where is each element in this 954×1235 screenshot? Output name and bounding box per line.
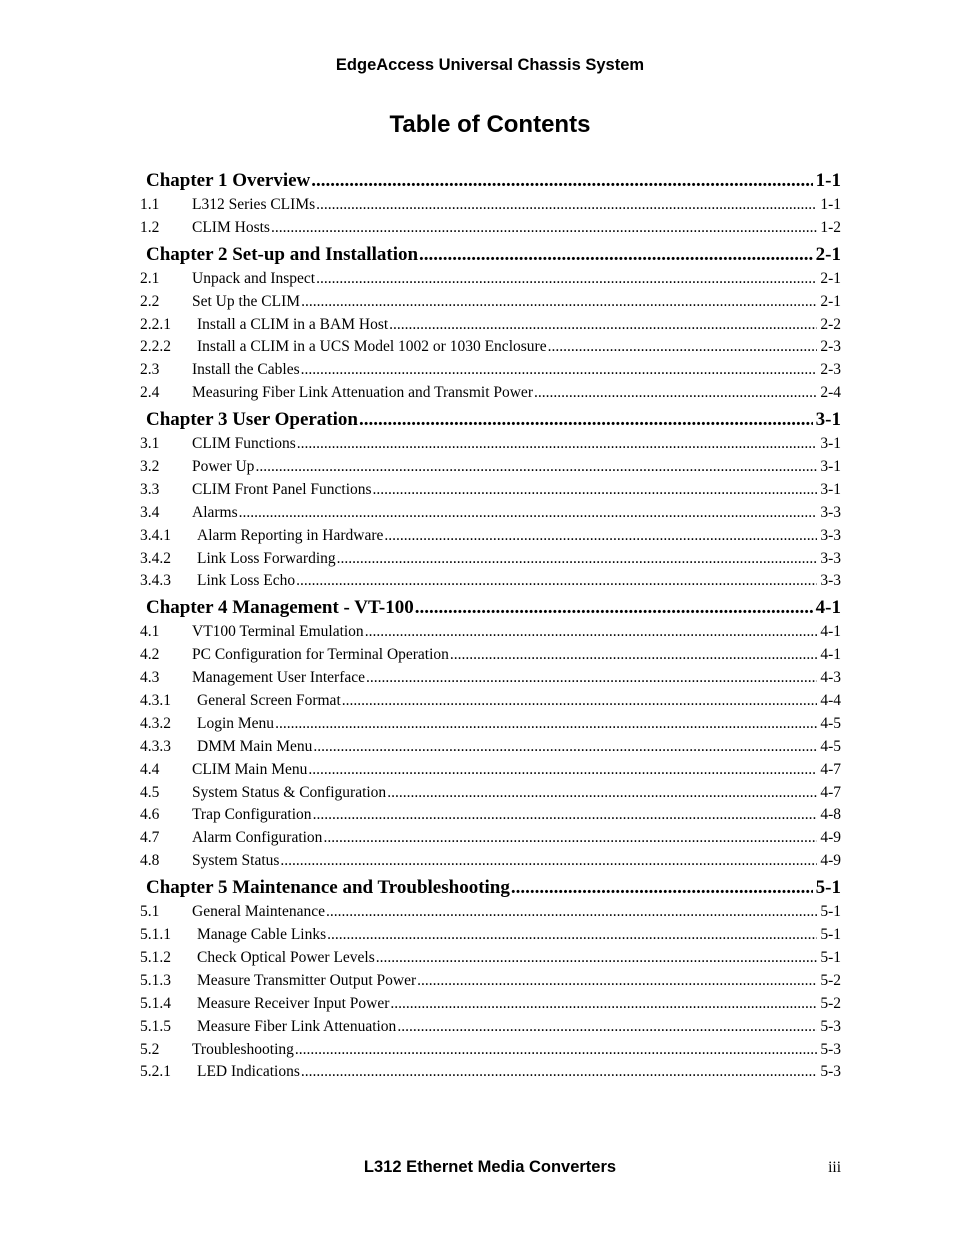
toc-page-number: 2-2 [820, 315, 841, 333]
toc-section-number: 4.4 [140, 760, 160, 778]
toc-page-number: 4-1 [815, 597, 841, 619]
toc-section-number: 4.1 [140, 623, 160, 641]
toc-chapter[interactable] [140, 409, 841, 434]
toc-entry-title: PC Configuration for Terminal Operation [192, 646, 449, 664]
toc-entry[interactable] [140, 1018, 841, 1041]
toc-page-number: 2-3 [820, 338, 841, 356]
toc-entry[interactable] [140, 738, 841, 761]
toc-section-number: 2.2 [140, 292, 160, 310]
toc-section-number: 5.2.1 [140, 1063, 171, 1081]
toc-page-number: 3-1 [815, 409, 841, 431]
dot-leader [359, 409, 813, 431]
toc-entry[interactable] [140, 995, 841, 1018]
toc-page-number: 4-1 [820, 623, 841, 641]
toc-section-number: 3.4.3 [140, 572, 171, 590]
toc-page-number: 4-4 [820, 692, 841, 710]
dot-leader [366, 669, 817, 687]
dot-leader [280, 852, 817, 870]
toc-section-number: 4.2 [140, 646, 160, 664]
toc-entry-title: Troubleshooting [192, 1040, 294, 1058]
toc-entry-title: Alarm Configuration [192, 829, 323, 847]
toc-page-number: 3-3 [820, 503, 841, 521]
toc-entry-title: Measure Fiber Link Attenuation [197, 1017, 397, 1035]
toc-page-number: 3-3 [820, 549, 841, 567]
toc-entry-title: Link Loss Forwarding [197, 549, 336, 567]
dot-leader [275, 715, 817, 733]
toc-section-number: 5.1.4 [140, 994, 171, 1012]
toc-entry[interactable] [140, 219, 841, 242]
toc-entry[interactable] [140, 458, 841, 481]
toc-page-number: 4-5 [820, 714, 841, 732]
toc-entry-title: CLIM Main Menu [192, 760, 308, 778]
dot-leader [373, 481, 818, 499]
toc-entry-title: Alarm Reporting in Hardware [197, 526, 384, 544]
toc-section-number: 4.5 [140, 783, 160, 801]
toc-entry-title: Measuring Fiber Link Attenuation and Transmit Power [192, 384, 533, 402]
toc-page-number: 5-1 [820, 903, 841, 921]
toc-page-number: 5-3 [820, 1040, 841, 1058]
dot-leader [365, 623, 818, 641]
toc-page-number: 2-3 [820, 361, 841, 379]
toc-section-number: 3.4.2 [140, 549, 171, 567]
dot-leader [342, 692, 818, 710]
toc-section-number: 1.2 [140, 218, 160, 236]
page-title: Table of Contents [389, 111, 591, 138]
toc-section-number: 3.1 [140, 435, 160, 453]
dot-leader [337, 550, 818, 568]
dot-leader [323, 829, 817, 847]
toc-entry[interactable] [140, 481, 841, 504]
toc-page-number: 5-1 [820, 948, 841, 966]
toc-chapter-title: Chapter 3 User Operation [146, 409, 358, 431]
toc-page-number: 3-1 [820, 458, 841, 476]
dot-leader [534, 384, 817, 402]
toc-entry-title: Alarms [192, 503, 238, 521]
toc-chapter-title: Chapter 4 Management - VT-100 [146, 597, 414, 619]
dot-leader [313, 806, 818, 824]
toc-section-number: 4.3.2 [140, 714, 171, 732]
toc-entry-title: CLIM Functions [192, 435, 296, 453]
toc-section-number: 4.7 [140, 829, 160, 847]
toc-page-number: 3-3 [820, 572, 841, 590]
toc-entry-title: Unpack and Inspect [192, 269, 316, 287]
toc-entry-title: Manage Cable Links [197, 926, 327, 944]
toc-section-number: 4.8 [140, 852, 160, 870]
toc-entry-title: Measure Receiver Input Power [197, 994, 390, 1012]
dot-leader [417, 972, 817, 990]
toc-entry[interactable] [140, 806, 841, 829]
toc-chapter[interactable] [140, 597, 841, 622]
running-footer: L312 Ethernet Media Converters [363, 1158, 617, 1176]
dot-leader [316, 196, 817, 214]
dot-leader [384, 527, 817, 545]
dot-leader [548, 338, 818, 356]
toc-entry[interactable] [140, 384, 841, 407]
dot-leader [376, 949, 818, 967]
toc-entry-title: Install the Cables [192, 361, 300, 379]
toc-chapter[interactable] [140, 170, 841, 195]
table-of-contents [140, 168, 841, 1086]
toc-page-number: 2-4 [820, 384, 841, 402]
toc-entry-title: General Maintenance [192, 903, 325, 921]
toc-entry[interactable] [140, 1063, 841, 1086]
toc-entry-title: DMM Main Menu [197, 737, 313, 755]
toc-entry-title: VT100 Terminal Emulation [192, 623, 364, 641]
toc-page-number: 1-1 [820, 196, 841, 213]
dot-leader [327, 926, 817, 944]
dot-leader [390, 995, 817, 1013]
toc-section-number: 2.1 [140, 269, 160, 287]
dot-leader [271, 219, 817, 237]
toc-page-number: 3-3 [820, 526, 841, 544]
toc-section-number: 4.6 [140, 806, 160, 824]
toc-section-number: 5.2 [140, 1040, 160, 1058]
dot-leader [415, 597, 813, 619]
toc-section-number: 5.1.3 [140, 971, 171, 989]
page-number: iii [828, 1159, 841, 1176]
toc-page-number: 2-1 [815, 243, 841, 265]
toc-page-number: 5-3 [820, 1063, 841, 1081]
toc-page-number: 4-7 [820, 783, 841, 801]
dot-leader [308, 761, 817, 779]
toc-entry[interactable] [140, 435, 841, 458]
toc-entry[interactable] [140, 852, 841, 875]
toc-entry[interactable] [140, 829, 841, 852]
toc-entry-title: CLIM Front Panel Functions [192, 480, 372, 498]
toc-section-number: 3.4 [140, 503, 160, 521]
dot-leader [316, 270, 817, 288]
toc-entry[interactable] [140, 338, 841, 361]
toc-entry[interactable] [140, 646, 841, 669]
toc-section-number: 5.1.2 [140, 948, 171, 966]
toc-entry-title: Install a CLIM in a UCS Model 1002 or 1030 Enclosure [197, 338, 547, 356]
toc-entry[interactable] [140, 504, 841, 527]
toc-entry[interactable] [140, 270, 841, 293]
dot-leader [239, 504, 818, 522]
toc-entry[interactable] [140, 196, 841, 219]
toc-page-number: 4-5 [820, 737, 841, 755]
toc-page-number: 4-3 [820, 669, 841, 687]
toc-page-number: 5-2 [820, 994, 841, 1012]
dot-leader [301, 1063, 817, 1081]
toc-page-number: 4-8 [820, 806, 841, 824]
dot-leader [389, 316, 817, 334]
toc-chapter-title: Chapter 2 Set-up and Installation [146, 243, 419, 265]
toc-page-number: 2-1 [820, 292, 841, 310]
dot-leader [301, 361, 818, 379]
toc-entry[interactable] [140, 949, 841, 972]
dot-leader [419, 244, 813, 266]
dot-leader [387, 784, 817, 802]
toc-entry[interactable] [140, 527, 841, 550]
toc-entry-title: Measure Transmitter Output Power [197, 971, 417, 989]
toc-section-number: 3.3 [140, 480, 160, 498]
toc-section-number: 5.1 [140, 903, 160, 921]
toc-entry[interactable] [140, 692, 841, 715]
toc-entry-title: Login Menu [197, 714, 275, 732]
toc-chapter[interactable] [140, 244, 841, 269]
toc-entry-title: Check Optical Power Levels [197, 948, 375, 966]
toc-chapter-title: Chapter 5 Maintenance and Troubleshooting [146, 877, 510, 899]
toc-page-number: 5-1 [815, 877, 841, 899]
toc-section-number: 2.3 [140, 361, 160, 379]
toc-entry-title: Link Loss Echo [197, 572, 296, 590]
toc-entry-title: System Status [192, 852, 280, 870]
dot-leader [397, 1018, 817, 1036]
toc-section-number: 3.4.1 [140, 526, 171, 544]
dot-leader [311, 170, 812, 192]
toc-section-number: 2.2.2 [140, 338, 171, 356]
running-header: EdgeAccess Universal Chassis System [335, 56, 645, 74]
toc-entry[interactable] [140, 784, 841, 807]
dot-leader [295, 1041, 817, 1059]
toc-section-number: 2.4 [140, 384, 160, 402]
toc-entry[interactable] [140, 669, 841, 692]
dot-leader [313, 738, 817, 756]
toc-chapter-title: Chapter 1 Overview [146, 170, 311, 191]
toc-page-number: 5-2 [820, 971, 841, 989]
toc-chapter[interactable] [140, 877, 841, 902]
toc-page-number: 4-7 [820, 760, 841, 778]
toc-entry[interactable] [140, 926, 841, 949]
dot-leader [297, 435, 818, 453]
toc-entry[interactable] [140, 972, 841, 995]
toc-page-number: 3-1 [820, 435, 841, 453]
toc-entry-title: Install a CLIM in a BAM Host [197, 315, 389, 333]
dot-leader [326, 903, 817, 921]
toc-section-number: 4.3.1 [140, 692, 171, 710]
toc-section-number: 3.2 [140, 458, 160, 476]
toc-entry-title: System Status & Configuration [192, 783, 387, 801]
dot-leader [296, 572, 817, 590]
toc-section-number: 4.3.3 [140, 737, 171, 755]
toc-section-number: 1.1 [140, 196, 160, 213]
toc-entry-title: General Screen Format [197, 692, 341, 710]
toc-entry[interactable] [140, 293, 841, 316]
toc-section-number: 5.1.1 [140, 926, 171, 944]
toc-page-number: 2-1 [820, 269, 841, 287]
toc-page-number: 4-1 [820, 646, 841, 664]
toc-section-number: 4.3 [140, 669, 160, 687]
toc-section-number: 2.2.1 [140, 315, 171, 333]
toc-entry-title: Set Up the CLIM [192, 292, 301, 310]
toc-entry[interactable] [140, 361, 841, 384]
toc-entry-title: CLIM Hosts [192, 218, 270, 236]
toc-page-number: 4-9 [820, 852, 841, 870]
toc-entry-title: Power Up [192, 458, 255, 476]
toc-entry[interactable] [140, 715, 841, 738]
toc-section-number: 5.1.5 [140, 1017, 171, 1035]
toc-entry[interactable] [140, 761, 841, 784]
toc-entry[interactable] [140, 1041, 841, 1064]
dot-leader [255, 458, 817, 476]
toc-page-number: 4-9 [820, 829, 841, 847]
toc-entry[interactable] [140, 550, 841, 573]
toc-page-number: 1-1 [815, 170, 841, 191]
toc-entry-title: Trap Configuration [192, 806, 312, 824]
toc-page-number: 1-2 [820, 218, 841, 236]
toc-entry[interactable] [140, 572, 841, 595]
toc-page-number: 3-1 [820, 480, 841, 498]
dot-leader [301, 293, 817, 311]
dot-leader [450, 646, 817, 664]
dot-leader [511, 877, 813, 899]
toc-page-number: 5-3 [820, 1017, 841, 1035]
toc-entry[interactable] [140, 316, 841, 339]
toc-page-number: 5-1 [820, 926, 841, 944]
toc-entry[interactable] [140, 623, 841, 646]
toc-entry-title: Management User Interface [192, 669, 365, 687]
toc-entry-title: L312 Series CLIMs [192, 196, 316, 213]
toc-entry[interactable] [140, 903, 841, 926]
toc-entry-title: LED Indications [197, 1063, 300, 1081]
